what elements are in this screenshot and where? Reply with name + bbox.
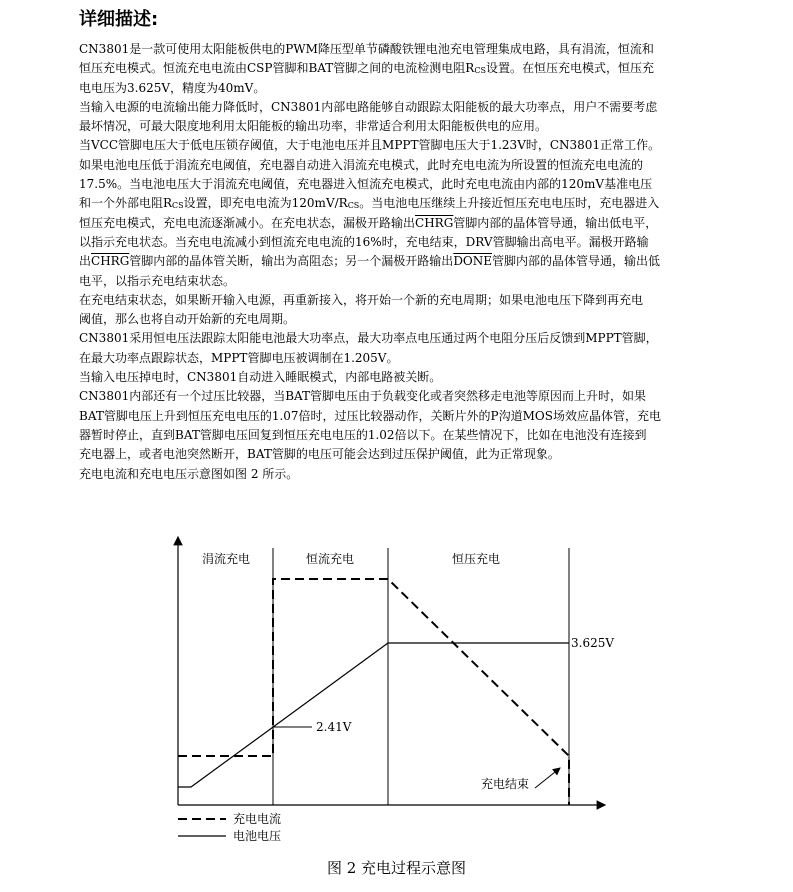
body-line: 最坏情况，可最大限度地利用太阳能板的输出功率，非常适合利用太阳能板供电的应用。 [79,119,548,134]
done-pin-name: DONE [453,254,493,269]
body-line: 充电电流和充电电压示意图如图 2 所示。 [79,466,299,481]
charging-diagram [0,530,793,855]
label-3-625v: 3.625V [571,636,615,650]
region-label-cc: 恒流充电 [306,552,355,566]
body-line: CN3801内部还有一个过压比较器，当BAT管脚电压由于负载变化或者突然移走电池等原因而上升时，如果 [79,389,647,404]
body-line: BAT管脚电压上升到恒压充电电压的1.07倍时，过压比较器动作，关断片外的P沟道MOS场效应晶体管，充电 [79,408,661,423]
body-line: 恒压充电模式。恒流充电电流由CSP管脚和BAT管脚之间的电流检测电阻$R_{CS}$设置。在恒压充电模式，恒压充 [79,61,654,76]
body-line: CN3801是一款可使用太阳能板供电的PWM降压型单节磷酸铁锂电池充电管理集成电路，具有涓流，恒流和 [79,42,654,56]
chrg-pin-name: CHRG [91,254,130,269]
body-line: 电平，以指示充电结束状态。 [79,273,236,288]
label-2-41v: 2.41V [316,720,352,734]
description-body [79,40,747,484]
body-line: 当输入电源的电流输出能力降低时，CN3801内部电路能够自动跟踪太阳能板的最大功率点，用户不需要考虑 [79,99,658,114]
body-line: 如果电池电压低于涓流充电阈值，充电器自动进入涓流充电模式，此时充电电流为所设置的恒流充电电流的 [79,157,644,172]
legend-current-label: 充电电流 [233,812,282,826]
legend-voltage-label: 电池电压 [233,829,282,843]
battery-voltage-curve [178,643,569,787]
figure-caption: 图 2 充电过程示意图 [326,859,467,877]
section-title: 详细描述: [79,9,159,30]
body-line: 17.5%。当电池电压大于涓流充电阈值，充电器进入恒流充电模式，此时充电电流由内部的120mV基准电压 [79,177,653,192]
body-line: 以指示充电状态。当充电电流减小到恒流充电电流的16%时，充电结束，DRV管脚输出高电平。漏极开路输 [79,234,649,249]
body-line: 充电器上，或者电池突然断开，BAT管脚的电压可能会达到过压保护阈值，此为正常现象。 [79,447,560,462]
body-line: 恒压充电模式，充电电流逐渐减小。在充电状态，漏极开路输出CHRG管脚内部的晶体管导通，输出低电平， [79,215,658,230]
body-line: CN3801采用恒电压法跟踪太阳能电池最大功率点，最大功率点电压通过两个电阻分压后反馈到MPPT管脚， [79,331,658,346]
body-line: 电电压为3.625V，精度为40mV。 [79,80,266,95]
body-line: 和一个外部电阻$R_{CS}$设置，即充电电流为$120mV/R_{CS}$。当电池电压继续上升接近恒压充电电压时，充电器进入 [79,196,660,211]
body-line: 在充电结束状态，如果断开输入电源，再重新接入，将开始一个新的充电周期；如果电池电压下降到再充电 [79,292,644,307]
body-line: 出CHRG管脚内部的晶体管关断，输出为高阻态；另一个漏极开路输出DONE管脚内部的晶体管导通，输出低 [79,254,661,269]
body-line: 在最大功率点跟踪状态，MPPT管脚电压被调制在1.205V。 [79,350,399,365]
charge-end-arrow [535,768,560,788]
body-line: 器暂时停止，直到BAT管脚电压回复到恒压充电电压的1.02倍以下。在某些情况下，比如在电池没有连接到 [79,427,647,442]
body-line: 当VCC管脚电压大于低电压锁存阈值，大于电池电压并且MPPT管脚电压大于1.23V时，CN3801正常工作。 [79,138,661,153]
region-label-trickle: 涓流充电 [202,552,251,566]
label-charge-end: 充电结束 [481,777,530,791]
body-line: 阈值，那么也将自动开始新的充电周期。 [79,312,296,327]
body-line: 当输入电压掉电时，CN3801自动进入睡眠模式，内部电路被关断。 [79,370,442,385]
region-label-cv: 恒压充电 [452,552,501,566]
charge-current-curve [178,579,569,805]
chrg-pin-name: CHRG [415,215,454,230]
